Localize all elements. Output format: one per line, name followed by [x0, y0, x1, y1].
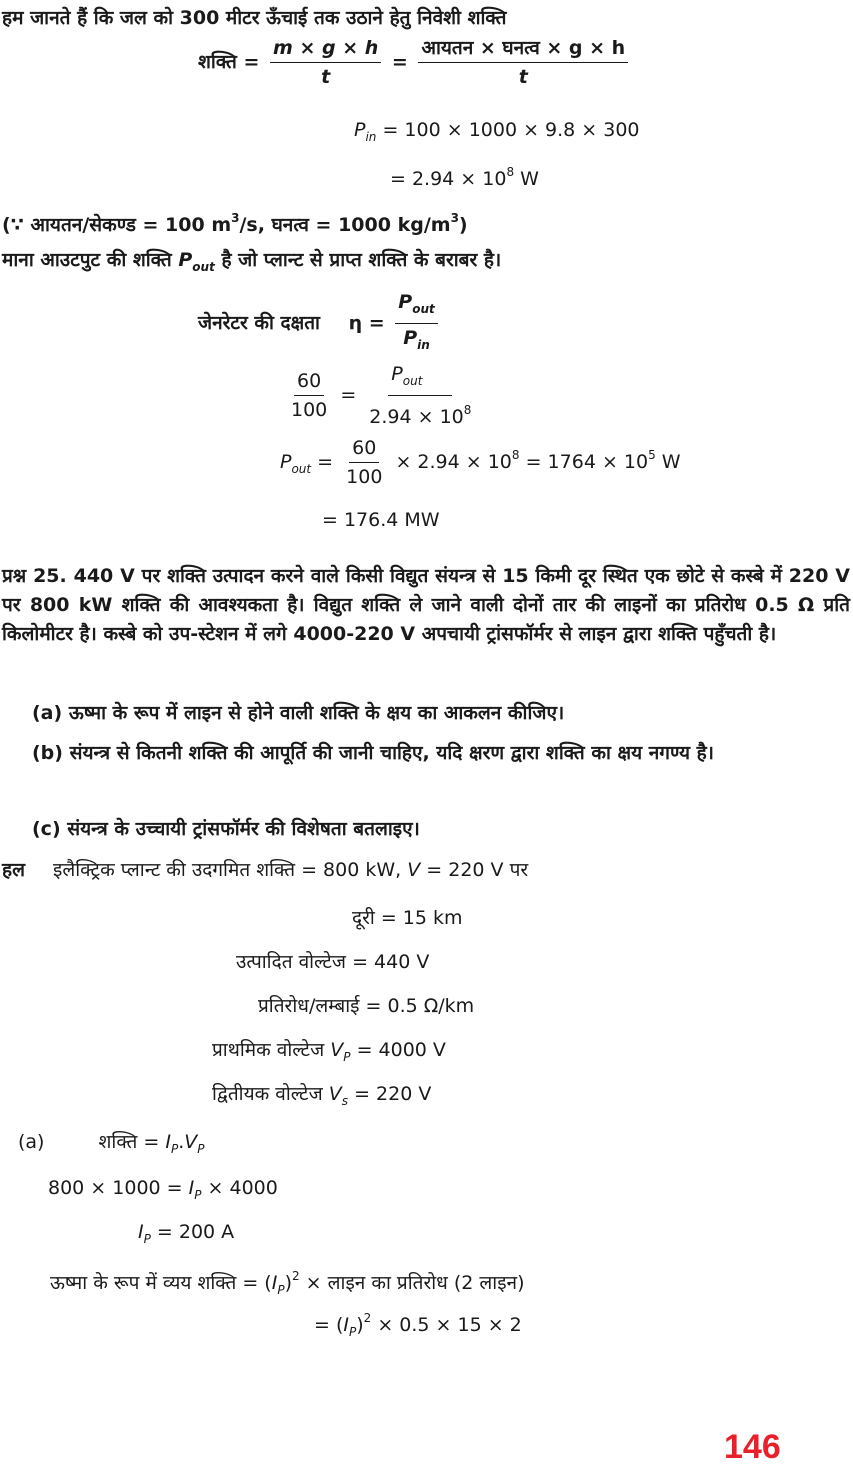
exponent: 3 — [450, 211, 459, 225]
given-value: = 4000 V — [356, 1039, 446, 1061]
subscript: in — [417, 338, 430, 352]
i-symbol: I — [188, 1177, 195, 1199]
loss-calc-tail: × 0.5 × 15 × 2 — [371, 1314, 522, 1336]
solution-tail: = 220 V पर — [420, 859, 529, 881]
given-note — [2, 206, 468, 237]
part-a-loss-line — [50, 1264, 525, 1302]
pin-calc-line2 — [390, 160, 539, 191]
part-a-ip-result — [138, 1220, 234, 1251]
given-generated-voltage — [236, 950, 429, 974]
part-text: ऊष्मा के रूप में लाइन से होने वाली शक्ति के क्षय का आकलन कीजिए। — [68, 702, 565, 724]
part-text: संयन्त्र से कितनी शक्ति की आपूर्ति की जानी चाहिए, यदि क्षरण द्वारा शक्ति का क्षय नगण्य है। — [69, 742, 714, 764]
given-value: = 15 km — [380, 907, 463, 929]
given-secondary-voltage — [212, 1082, 431, 1113]
part-a-loss-calc — [314, 1306, 522, 1344]
question-part-c — [32, 814, 850, 844]
pout-subscript: out — [192, 260, 215, 274]
output-line-pre: माना आउटपुट की शक्ति — [2, 249, 179, 271]
equals-sign: = — [340, 384, 357, 406]
p-symbol: P — [403, 327, 418, 349]
part-label: (b) — [32, 742, 63, 764]
paren: ) — [356, 1314, 364, 1336]
pin-calc-line1 — [354, 118, 640, 149]
solution-label: हल — [2, 859, 25, 881]
fraction-numerator: आयतन × घनत्व × g × h — [418, 36, 628, 63]
part-label: (a) — [32, 702, 63, 724]
given-value: = 0.5 Ω/km — [365, 995, 475, 1017]
sixty-over-hundred — [288, 369, 330, 422]
given-note-mid: /s, घनत्व = 1000 kg/m — [239, 214, 451, 236]
given-primary-voltage — [212, 1038, 446, 1069]
v-symbol: V — [407, 859, 421, 881]
pin-result: = 2.94 × 10 — [390, 168, 507, 190]
equals-sign: = — [317, 451, 334, 473]
pin-symbol: P — [354, 119, 366, 141]
calc-pre: 800 × 1000 = — [48, 1177, 189, 1199]
paren: ) — [284, 1272, 292, 1294]
given-value: = 220 V — [354, 1083, 432, 1105]
fraction-numerator: 60 — [294, 369, 324, 396]
efficiency-label: जेनरेटर की दक्षता — [198, 312, 320, 334]
exponent: 2 — [292, 1269, 300, 1283]
subscript: P — [143, 1232, 151, 1246]
fraction-denominator: t — [518, 66, 528, 88]
subscript: P — [343, 1050, 351, 1064]
fraction-numerator — [388, 362, 452, 396]
equals-sign: = — [143, 1131, 166, 1153]
p-symbol: P — [398, 291, 413, 313]
pin-unit: W — [514, 168, 539, 190]
v-symbol: V — [330, 1039, 344, 1061]
question-part-a — [32, 698, 850, 728]
equals-sign: = — [391, 51, 408, 73]
i-symbol: I — [271, 1272, 278, 1294]
pout-final: = 176.4 MW — [322, 509, 440, 531]
exponent: 8 — [511, 448, 520, 462]
i-symbol: I — [165, 1131, 171, 1153]
i-symbol: I — [343, 1314, 349, 1336]
loss-tail: × लाइन का प्रतिरोध (2 लाइन) — [299, 1272, 525, 1294]
pout-over-pin-value — [366, 362, 474, 429]
pout-mid: × 2.94 × 10 — [395, 451, 512, 473]
question-text: 440 V पर शक्ति उत्पादन करने वाले किसी विद्युत संयन्त्र से 15 किमी दूर स्थित एक छोटे से कस्बे में 220 V पर 800 kW शक्ति की आवश्यकता है। विद्युत शक्ति ले जाने वाली दोनों तार की लाइनों का प्रतिरोध 0.5 Ω प्रति किलोमीटर है। कस्बे को उप-स्टेशन में लगे 4000-220 V अपचायी ट्रांसफॉर्मर से लाइन द्वारा शक्ति पहुँचती है। — [2, 565, 850, 645]
fraction-volume-density-over-t — [418, 36, 628, 89]
loss-label: ऊष्मा के रूप में व्यय शक्ति = ( — [50, 1272, 272, 1294]
fraction-numerator: m × g × h — [270, 36, 381, 63]
question-25 — [2, 562, 850, 649]
subscript: out — [412, 302, 435, 316]
pout-symbol: P — [280, 451, 292, 473]
subscript: P — [197, 1142, 205, 1156]
solution-text: इलैक्ट्रिक प्लान्ट की उदगमित शक्ति = 800 kW, — [53, 859, 408, 881]
output-power-line — [2, 248, 501, 279]
part-a-power-line: (a) शक्ति = $I_P.V_P$ — [18, 1131, 205, 1156]
part-a-calc-line — [48, 1176, 278, 1207]
given-label: प्रतिरोध/लम्बाई — [258, 995, 360, 1017]
given-resistance-per-length — [258, 994, 474, 1018]
power-label: शक्ति — [98, 1131, 138, 1153]
pout-result: = 1764 × 10 — [525, 451, 649, 473]
fraction-denominator — [400, 324, 433, 357]
subscript: out — [402, 374, 423, 388]
question-number: प्रश्न 25. — [2, 565, 67, 587]
given-label: द्वितीयक वोल्टेज — [212, 1083, 323, 1105]
sixty-over-hundred — [343, 436, 385, 489]
given-value: = 440 V — [352, 951, 430, 973]
page-number: 146 — [724, 1428, 781, 1466]
power-formula — [198, 36, 632, 89]
unit: W — [655, 451, 681, 473]
v-symbol: V — [184, 1131, 198, 1153]
given-label: प्राथमिक वोल्टेज — [212, 1039, 325, 1061]
fraction-denominator: t — [321, 66, 331, 88]
fraction-denominator: 100 — [346, 466, 383, 488]
exponent: 5 — [648, 448, 656, 462]
fraction-denominator: 100 — [291, 399, 328, 421]
given-note-pre: (∵ आयतन/सेकण्ड = 100 m — [2, 214, 232, 236]
part-text: संयन्त्र के उच्चायी ट्रांसफॉर्मर की विशेषता बतलाइए। — [67, 818, 420, 840]
power-lhs: शक्ति — [198, 51, 237, 73]
subscript: P — [277, 1283, 285, 1297]
pout-over-pin-fraction — [395, 290, 437, 357]
question-part-b — [32, 738, 850, 768]
pout-calc-line1 — [280, 436, 681, 489]
pin-exponent: 8 — [506, 165, 515, 179]
pin-expression: = 100 × 1000 × 9.8 × 300 — [382, 119, 640, 141]
calc-post: × 4000 — [201, 1177, 278, 1199]
given-label: उत्पादित वोल्टेज — [236, 951, 347, 973]
pout-subscript: out — [291, 462, 312, 476]
pin-subscript: in — [365, 130, 377, 144]
fraction-mgh-over-t — [270, 36, 381, 89]
exponent: 8 — [463, 403, 472, 417]
given-distance — [352, 906, 463, 930]
denominator-value: 2.94 × 10 — [369, 406, 464, 428]
p-symbol: P — [391, 363, 403, 385]
subscript: s — [341, 1094, 349, 1108]
part-label: (c) — [32, 818, 61, 840]
fraction-numerator — [395, 290, 437, 324]
intro-line: हम जानते हैं कि जल को 300 मीटर ऊँचाई तक उठाने हेतु निवेशी शक्ति — [2, 7, 507, 29]
ratio-equation — [284, 362, 478, 429]
equals-sign: = — [243, 51, 260, 73]
pout-symbol: P — [178, 249, 193, 271]
v-symbol: V — [328, 1083, 342, 1105]
ip-value: = 200 A — [156, 1221, 235, 1243]
fraction-numerator: 60 — [349, 436, 379, 463]
exponent: 2 — [363, 1311, 372, 1325]
subscript: P — [348, 1325, 357, 1339]
efficiency-formula — [198, 290, 442, 357]
loss-calc-pre: = ( — [314, 1314, 344, 1336]
fraction-denominator — [366, 396, 474, 429]
i-symbol: I — [138, 1221, 144, 1243]
subscript: P — [171, 1142, 179, 1156]
exponent: 3 — [231, 211, 240, 225]
subscript: P — [194, 1188, 202, 1202]
solution-first-line — [2, 858, 528, 882]
part-a-label: (a) — [18, 1131, 45, 1153]
given-note-post: ) — [458, 214, 468, 236]
output-line-post: है जो प्लान्ट से प्राप्त शक्ति के बराबर है। — [214, 249, 502, 271]
eta-symbol: η = — [348, 312, 385, 334]
given-label: दूरी — [352, 907, 375, 929]
